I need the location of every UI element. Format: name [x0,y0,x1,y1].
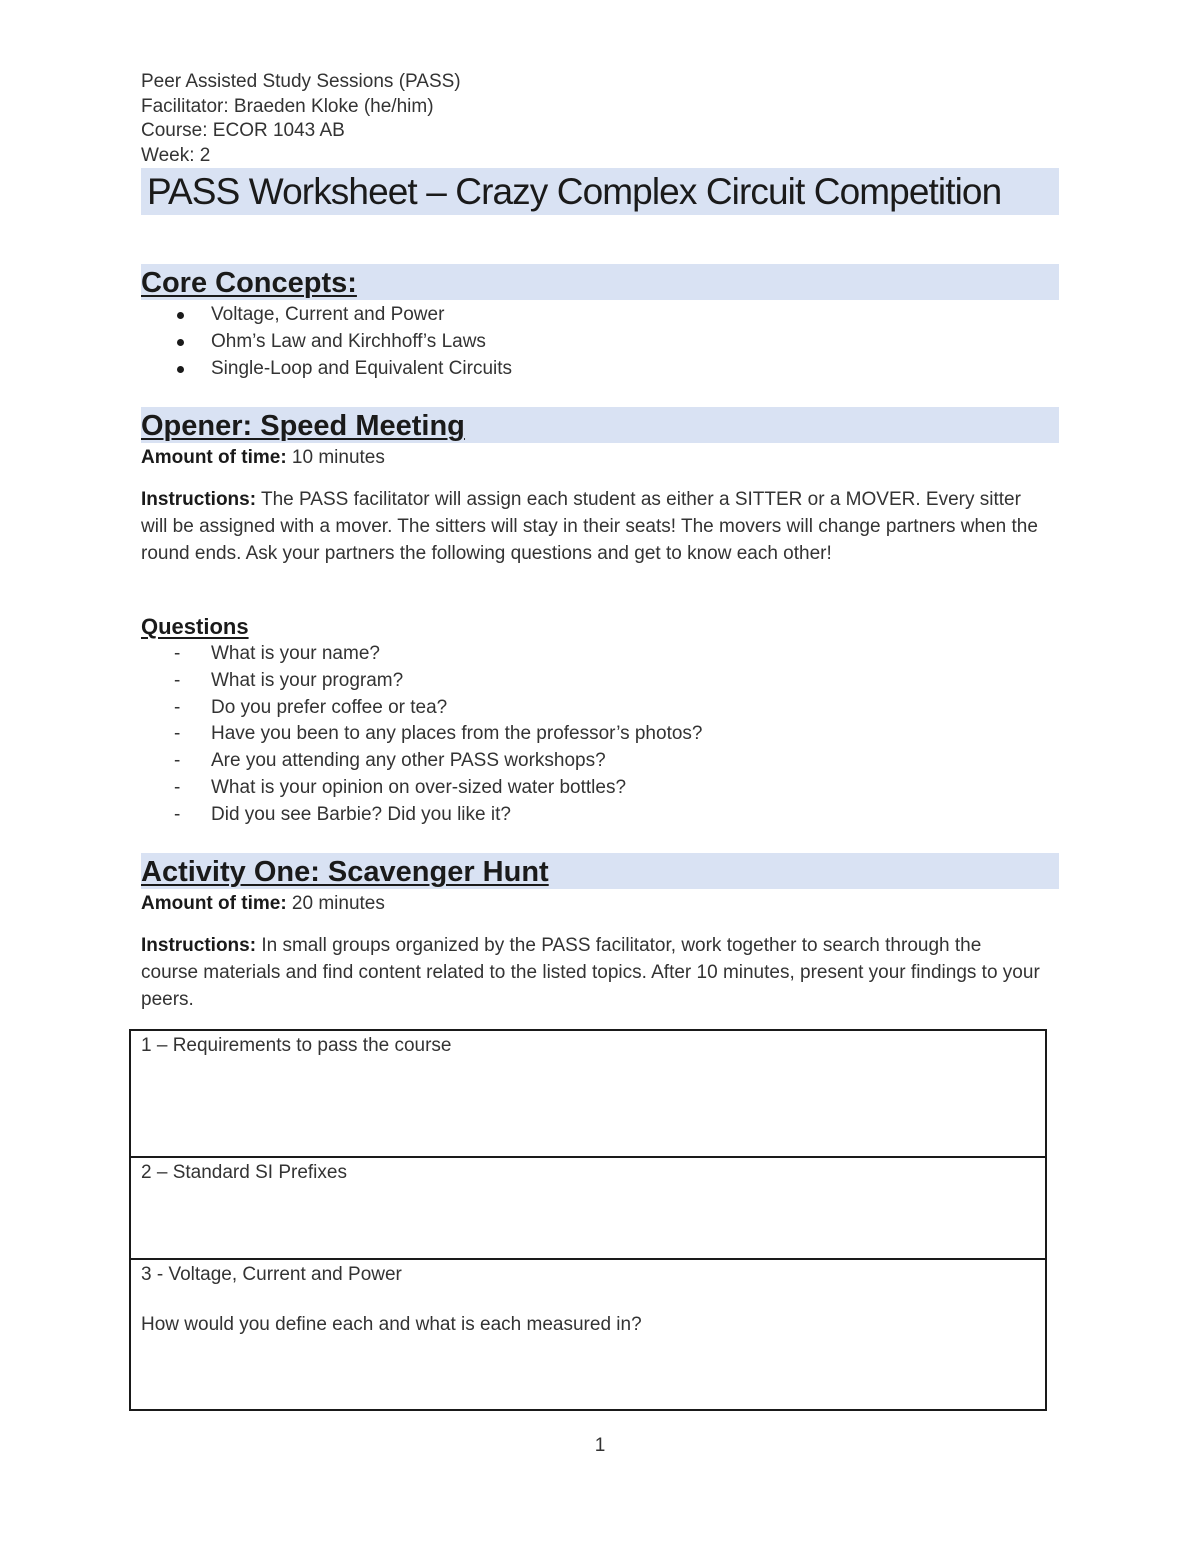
list-item [141,802,702,829]
list-item [141,641,702,668]
question-text: Did you see Barbie? Did you like it? [211,803,511,825]
question-text: Are you attending any other PASS workshops? [211,750,606,772]
dash-marker: - [174,803,181,825]
opener-instructions [141,487,1041,567]
time-value: 20 minutes [286,893,385,914]
concept-text: Single-Loop and Equivalent Circuits [211,357,513,379]
instructions-text: In small groups organized by the PASS facilitator, work together to search through the course materials and find content related to the listed topics. After 10 minutes, present your findings to your peers. [141,935,1040,1010]
table-row [130,1157,1046,1259]
activity-one-heading: Activity One: Scavenger Hunt [141,856,549,888]
topic-title: 2 – Standard SI Prefixes [141,1162,347,1183]
topic-cell[interactable] [130,1157,1046,1259]
questions-list [141,641,702,829]
concept-text: Voltage, Current and Power [211,304,445,325]
activity-one-banner [141,853,1059,889]
worksheet-title: PASS Worksheet – Crazy Complex Circuit Competition [147,171,1002,212]
activity-one-instructions [141,933,1041,1013]
topic-title: 1 – Requirements to pass the course [141,1035,452,1056]
topic-title: 3 - Voltage, Current and Power [141,1264,402,1285]
topic-question: How would you define each and what is each measured in? [141,1314,642,1335]
instructions-label: Instructions: [141,489,257,510]
bullet-icon [177,312,184,319]
table-row [130,1030,1046,1157]
opener-heading: Opener: Speed Meeting [141,410,465,442]
list-item [141,721,702,748]
page-number: 1 [594,1435,606,1456]
bullet-icon [177,339,184,346]
course-line: Course: ECOR 1043 AB [141,120,345,141]
core-concepts-list [141,302,512,382]
dash-marker: - [174,643,181,664]
core-concepts-heading: Core Concepts: [141,267,357,299]
list-item [141,329,512,356]
list-item [141,748,702,775]
time-label: Amount of time: [141,447,287,468]
activity-one-time [141,891,1041,918]
bullet-icon [177,366,184,373]
opener-time [141,445,1041,472]
table-row [130,1259,1046,1410]
dash-marker: - [174,776,181,798]
facilitator-line: Facilitator: Braeden Kloke (he/him) [141,95,434,117]
list-item [141,668,702,695]
opener-banner [141,407,1059,443]
question-text: Have you been to any places from the professor’s photos? [211,723,703,745]
document-header [141,70,461,168]
time-label: Amount of time: [141,893,287,914]
dash-marker: - [174,669,181,691]
dash-marker: - [174,696,181,718]
list-item [141,302,512,329]
question-text: What is your program? [211,669,404,691]
instructions-label: Instructions: [141,935,257,956]
dash-marker: - [174,750,181,772]
list-item [141,695,702,722]
core-concepts-banner [141,264,1059,300]
week-line: Week: 2 [141,144,211,166]
list-item [141,356,512,383]
instructions-text: The PASS facilitator will assign each student as either a SITTER or a MOVER. Every sitter will be assigned with a mover. The sitters will stay in their seats! The movers will change partners when the round ends. Ask your partners the following questions and get to know each other! [141,489,1038,564]
title-banner [141,168,1059,215]
question-text: Do you prefer coffee or tea? [211,696,448,718]
question-text: What is your opinion on over-sized water bottles? [211,776,627,798]
list-item [141,775,702,802]
concept-text: Ohm’s Law and Kirchhoff’s Laws [211,330,486,352]
dash-marker: - [174,723,181,745]
scavenger-hunt-table [129,1029,1047,1411]
topic-cell[interactable] [130,1259,1046,1410]
time-value: 10 minutes [286,447,385,468]
question-text: What is your name? [211,643,380,664]
questions-heading: Questions [141,614,249,639]
program-name: Peer Assisted Study Sessions (PASS) [141,71,461,92]
topic-cell[interactable] [130,1030,1046,1157]
